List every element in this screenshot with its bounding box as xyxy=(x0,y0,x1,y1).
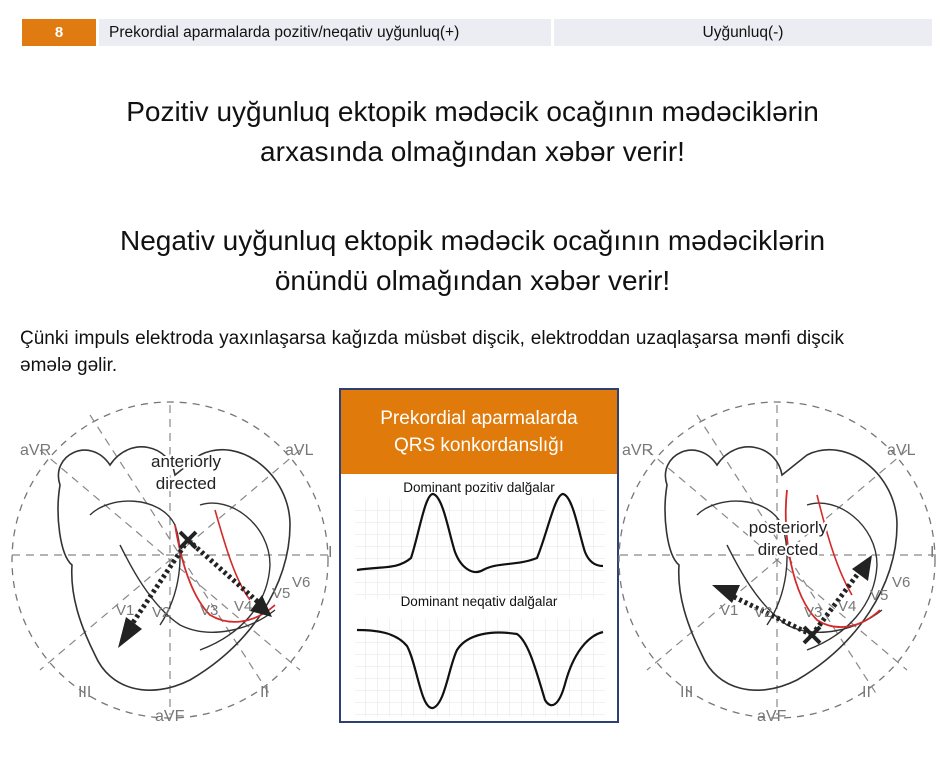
lead-avl-label: aVL xyxy=(887,442,916,459)
lead-v1-label: V1 xyxy=(720,602,739,619)
slide-number: 8 xyxy=(22,19,96,46)
direction-label-line2: directed xyxy=(757,540,819,559)
lead-avf-label: aVF xyxy=(155,708,185,725)
negative-waves-caption: Dominant neqativ dalğalar xyxy=(400,594,558,609)
lead-v6-label: V6 xyxy=(292,574,311,591)
lead-v1-label: V1 xyxy=(116,602,135,619)
lead-ii-label: II xyxy=(260,684,269,701)
header-left-title: Prekordial aparmalarda pozitiv/neqativ uyğunluq(+) xyxy=(99,19,551,46)
lead-iii-label: III xyxy=(680,684,694,701)
lead-ii-label: II xyxy=(862,684,871,701)
lead-avl-label: aVL xyxy=(285,442,314,459)
positive-waves-caption: Dominant pozitiv dalğalar xyxy=(403,480,555,495)
positive-statement-line1: Pozitiv uyğunluq ektopik mədəcik ocağının mədəciklərin xyxy=(126,96,819,127)
lead-v3-label: V3 xyxy=(200,602,219,619)
negative-statement-line1: Negativ uyğunluq ektopik mədəcik ocağının mədəciklərin xyxy=(119,225,826,256)
ecg-illustration xyxy=(341,474,617,721)
arrowhead-icon xyxy=(250,595,272,617)
negative-statement-line2: önündü olmağından xəbər verir! xyxy=(274,265,671,296)
right-heart-diagram xyxy=(612,395,945,730)
conduction-path xyxy=(215,510,250,600)
lead-v5-label: V5 xyxy=(870,587,889,604)
lead-v2-label: V2 xyxy=(152,604,171,621)
positive-concordance-statement xyxy=(0,92,945,172)
panel-title-line2: QRS konkordanslığı xyxy=(393,435,565,456)
lead-v3-label: V3 xyxy=(804,604,823,621)
panel-title-line1: Prekordial aparmalarda xyxy=(380,408,578,429)
direction-label-line2: directed xyxy=(155,474,217,493)
lead-avr-label: aVR xyxy=(20,442,52,459)
qrs-concordance-panel xyxy=(339,388,619,723)
left-heart-diagram xyxy=(0,395,340,730)
direction-label-line1: anteriorly xyxy=(151,452,221,471)
lead-i-label: I xyxy=(930,544,935,561)
lead-v2-label: V2 xyxy=(754,604,773,621)
lead-v5-label: V5 xyxy=(272,585,291,602)
lead-v4-label: V4 xyxy=(234,598,253,615)
lead-iii-label: III xyxy=(78,684,92,701)
arrowhead-icon xyxy=(712,585,740,603)
direction-label-line1: posteriorly xyxy=(748,518,828,537)
ecg-grid-positive xyxy=(355,499,605,599)
header-bar xyxy=(22,19,932,46)
lead-avf-label: aVF xyxy=(757,708,787,725)
positive-statement-line2: arxasında olmağından xəbər verir! xyxy=(260,136,685,167)
arrowhead-icon xyxy=(118,617,142,648)
lead-v4-label: V4 xyxy=(838,598,857,615)
lead-v6-label: V6 xyxy=(892,574,911,591)
explanation-paragraph: Çünki impuls elektroda yaxınlaşarsa kağızda müsbət dişcik, elektroddan uzaqlaşarsa mənfi dişcik əmələ gəlir. xyxy=(20,328,844,376)
vector-arrow-dotted xyxy=(188,540,258,602)
lead-i-label: I xyxy=(328,544,333,561)
header-right-title: Uyğunluq(-) xyxy=(554,19,932,46)
panel-header xyxy=(341,390,617,474)
negative-concordance-statement xyxy=(0,221,945,301)
conduction-path xyxy=(817,495,852,595)
lead-avr-label: aVR xyxy=(622,442,654,459)
origin-cross-icon xyxy=(804,627,820,643)
origin-cross-icon xyxy=(180,532,196,548)
